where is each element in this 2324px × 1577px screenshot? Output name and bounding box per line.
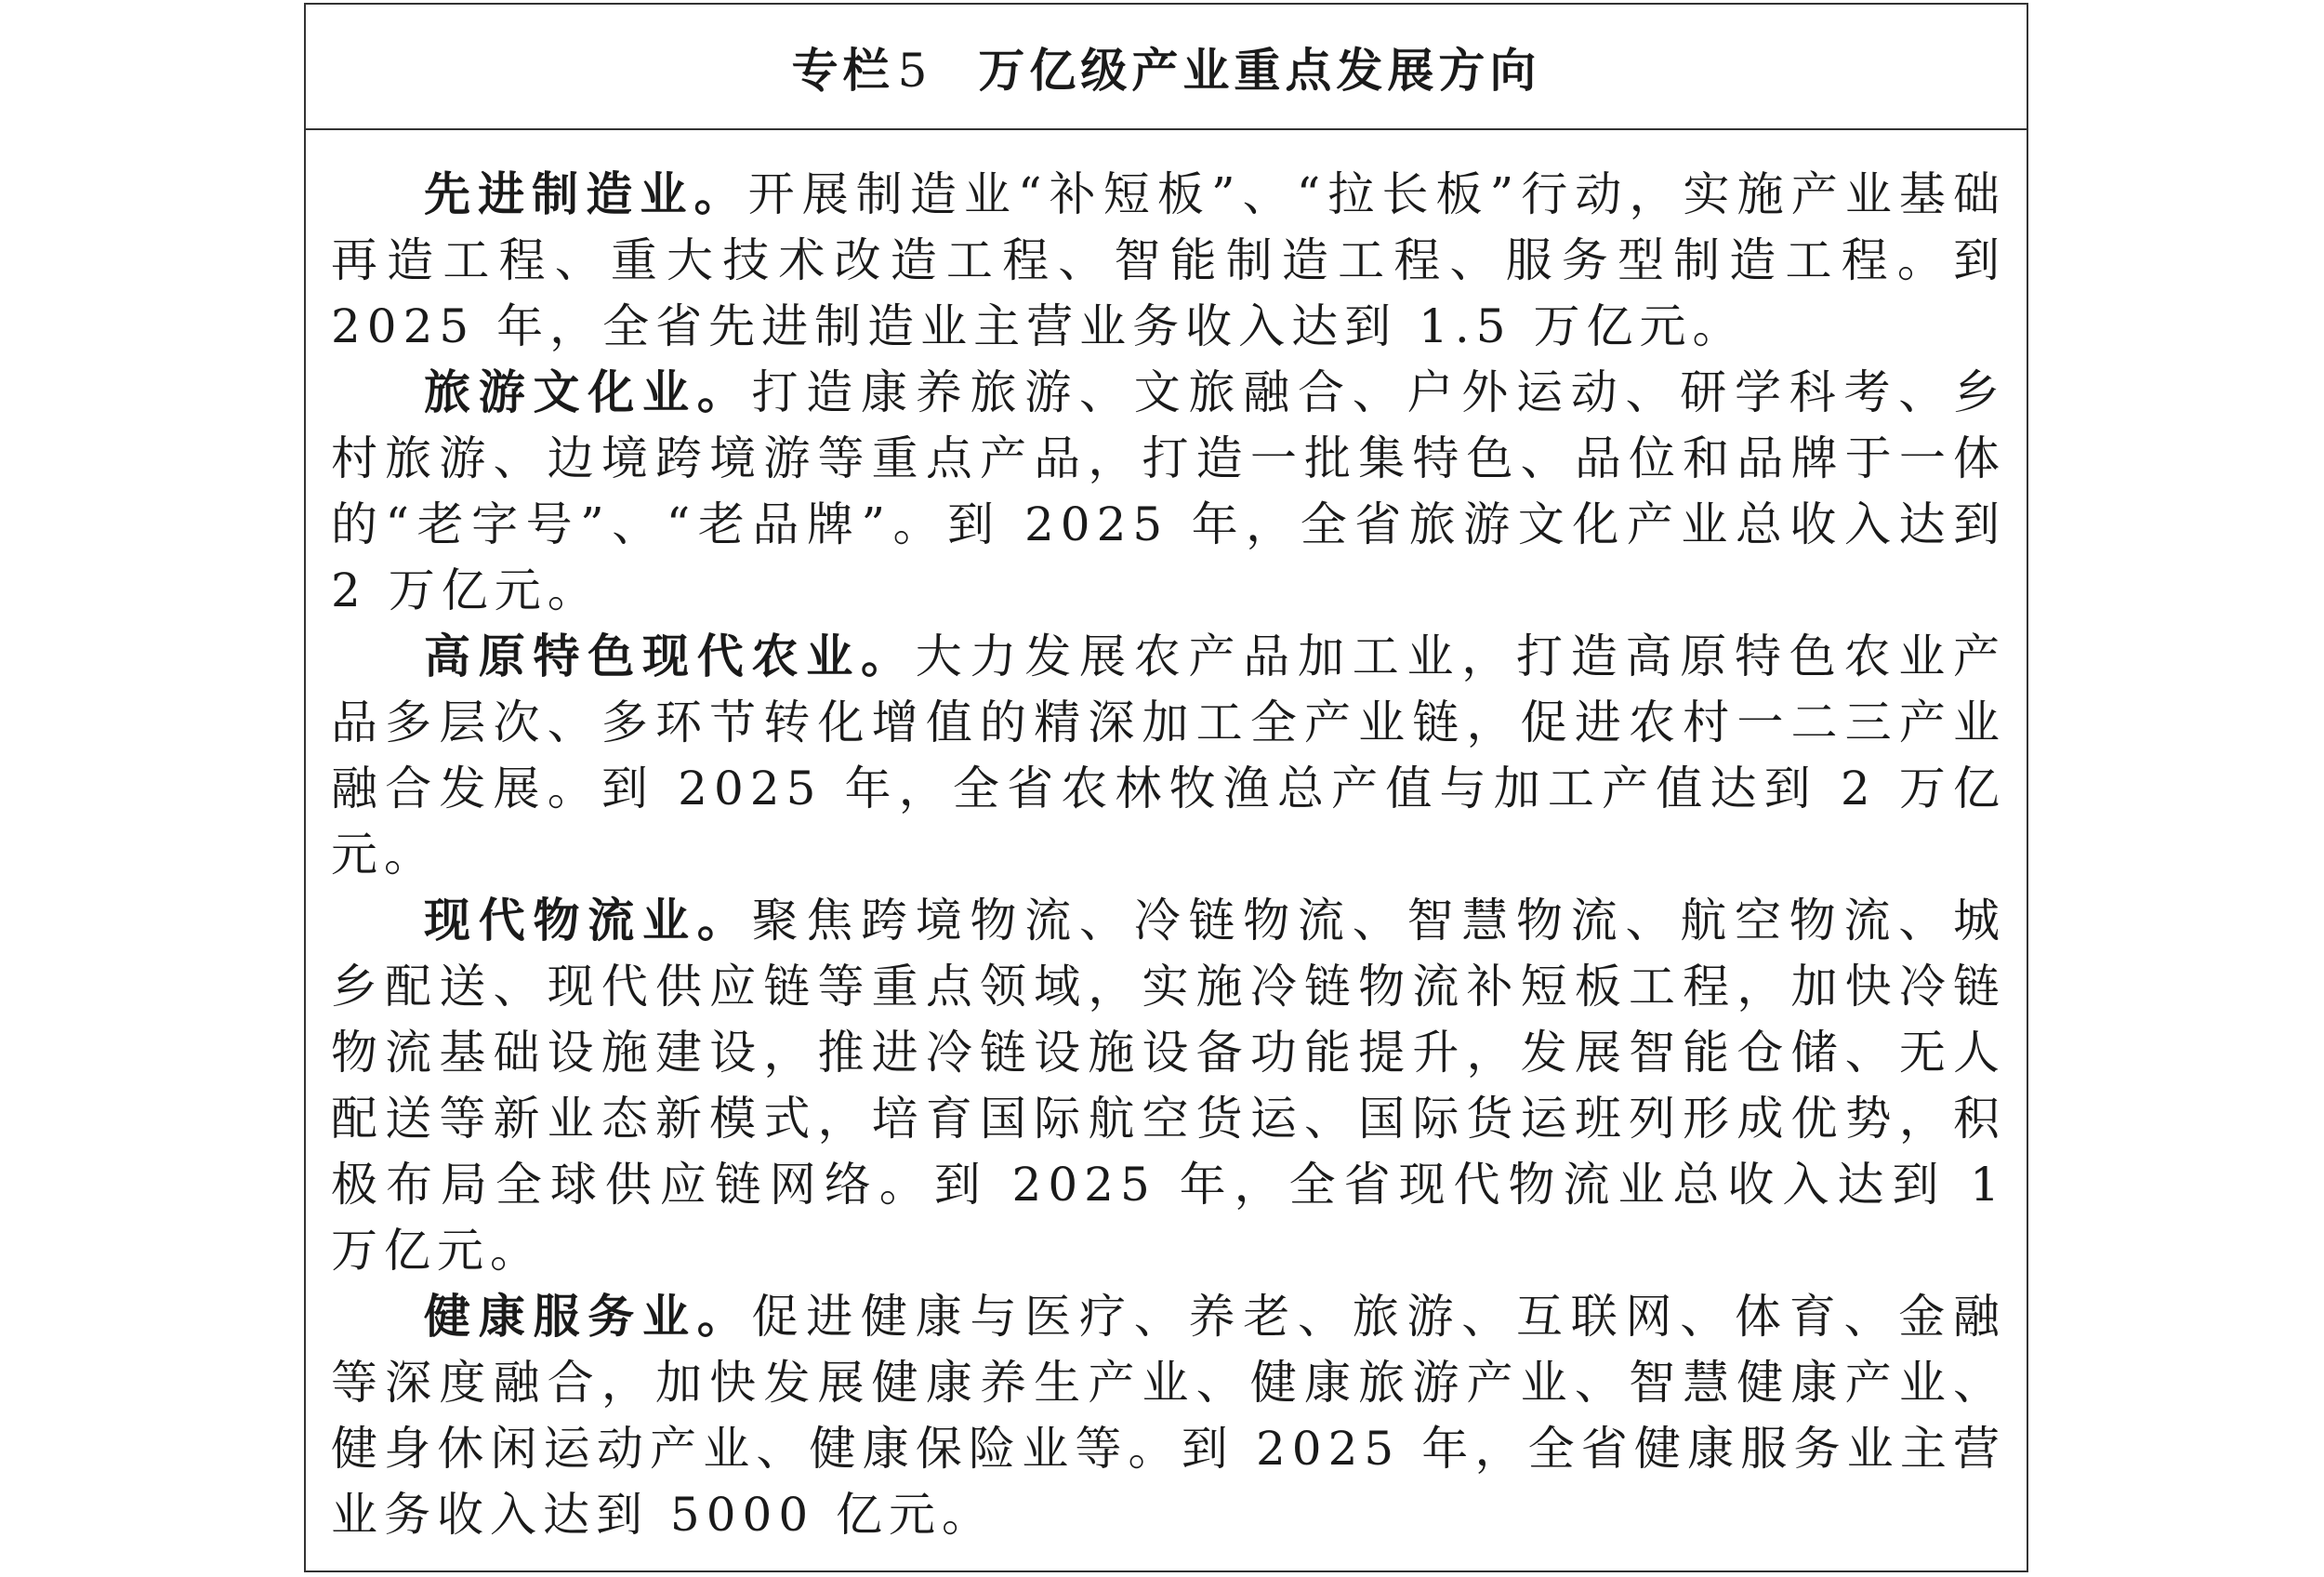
column-name: 万亿级产业重点发展方向 [978, 43, 1541, 98]
paragraph-text: 聚焦跨境物流、冷链物流、智慧物流、航空物流、城乡配送、现代供应链等重点领域，实施冷链物流补短板工程，加快冷链物流基础设施建设，推进冷链设施设备功能提升，发展智能仓储、无人配送等新业态新模式，培育国际航空货运、国际货运班列形成优势，积极布局全球供应链网络。到 2025 年，全省现代物流业总收入达到 1 万亿元。 [331, 894, 2006, 1278]
column-box [304, 3, 2028, 1572]
paragraph-plateau-agriculture [331, 624, 2006, 888]
paragraph-text: 开展制造业“补短板”、“拉长板”行动，实施产业基础再造工程、重大技术改造工程、智能制造工程、服务型制造工程。到 2025 年，全省先进制造业主营业务收入达到 1.5 万亿元。 [331, 167, 2007, 353]
column-title [792, 33, 1541, 100]
column-header [306, 5, 2027, 130]
paragraph-lead: 先进制造业。 [424, 167, 748, 221]
column-number: 5 [897, 43, 932, 98]
paragraph-lead: 现代物流业。 [424, 894, 752, 948]
paragraph-text: 促进健康与医疗、养老、旅游、互联网、体育、金融等深度融合，加快发展健康养生产业、健康旅游产业、智慧健康产业、健身休闲运动产业、健康保险业等。到 2025 年，全省健康服务业主营业务收入达到 5000 亿元。 [331, 1290, 2006, 1542]
paragraph-text: 大力发展农产品加工业，打造高原特色农业产品多层次、多环节转化增值的精深加工全产业链，促进农村一二三产业融合发展。到 2025 年，全省农林牧渔总产值与加工产值达到 2 万亿元。 [331, 629, 2006, 881]
paragraph-lead: 旅游文化业。 [424, 365, 752, 419]
column-body [306, 130, 2027, 1548]
paragraph-modern-logistics [331, 888, 2006, 1284]
paragraph-lead: 高原特色现代农业。 [424, 629, 916, 683]
paragraph-text: 打造康养旅游、文旅融合、户外运动、研学科考、乡村旅游、边境跨境游等重点产品，打造一批集特色、品位和品牌于一体的“老字号”、“老品牌”。到 2025 年，全省旅游文化产业总收入达到 2 万亿元。 [331, 365, 2006, 617]
column-label: 专栏 [791, 43, 894, 98]
paragraph-health-services [331, 1284, 2006, 1548]
paragraph-advanced-manufacturing [331, 162, 2006, 360]
paragraph-tourism-culture [331, 360, 2006, 624]
paragraph-lead: 健康服务业。 [424, 1290, 752, 1344]
